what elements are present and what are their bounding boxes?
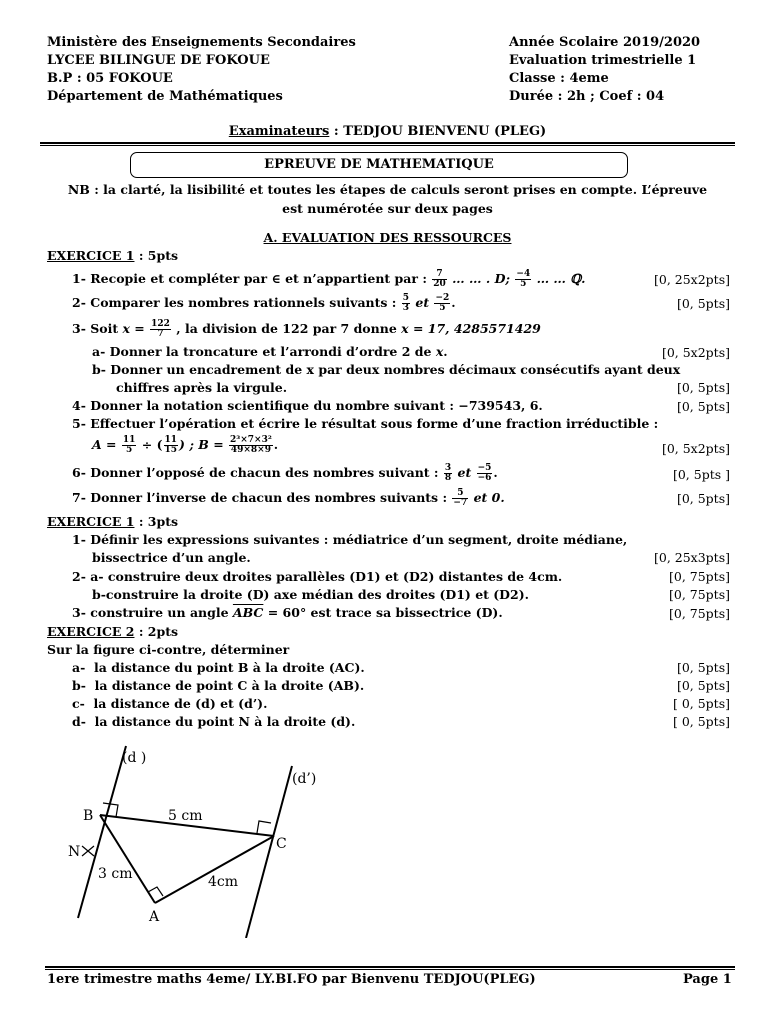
frac-num: 5 xyxy=(452,489,468,499)
var-x: x xyxy=(435,344,444,359)
var-x: x xyxy=(122,321,130,336)
ex1-q6 xyxy=(72,464,498,483)
ex2-item-c-points: [ 0, 5pts] xyxy=(672,696,730,711)
geometry-figure xyxy=(60,738,350,938)
top-rule-thin xyxy=(40,145,735,146)
ex1b-q1 xyxy=(72,532,627,547)
q-end: . xyxy=(451,295,456,310)
q-end: . xyxy=(493,465,498,480)
frac-den: 20 xyxy=(433,279,446,289)
ex2-item-d-points: [ 0, 5pts] xyxy=(672,714,730,729)
q-num: c- xyxy=(72,696,85,711)
frac-den: 15 xyxy=(164,445,178,455)
line-d-prime xyxy=(246,766,292,938)
department: Département de Mathématiques xyxy=(47,89,283,104)
q-text: Effectuer l’opération et écrire le résultat sous forme d’une fraction irréductible : xyxy=(90,416,659,431)
q-end: . xyxy=(443,344,448,359)
frac-num: 7 xyxy=(432,270,447,280)
ex1-q3b-line2: chiffres après la virgule. xyxy=(116,380,288,395)
label-d: (d ) xyxy=(122,750,147,766)
q-num: 2- xyxy=(72,295,86,310)
evaluation: Evaluation trimestrielle 1 xyxy=(509,53,697,68)
label-c: C xyxy=(276,836,287,852)
label-b: B xyxy=(83,808,94,824)
ex2-item-b-points: [0, 5pts] xyxy=(676,678,730,693)
ex1b-q2a-points: [0, 75pts] xyxy=(669,569,730,584)
ex1-q6-points: [0, 5pts ] xyxy=(672,467,730,482)
ex1b-q2b-points: [0, 75pts] xyxy=(669,587,730,602)
angle-abc: $\overline{ABC}$ xyxy=(232,605,264,620)
frac-num: 122 xyxy=(151,319,170,329)
q-value: = 17, 4285571429 xyxy=(408,321,541,336)
q-num: a- xyxy=(92,344,106,359)
segment-ac xyxy=(155,836,274,903)
frac-den: 5 xyxy=(520,279,527,289)
q-mid: … … . D; xyxy=(447,271,515,286)
q-num: d- xyxy=(72,714,86,729)
ex1-q1-points: [0, 25x2pts] xyxy=(653,272,730,287)
ex1-q7 xyxy=(72,489,505,508)
ex2-item-c xyxy=(72,696,267,711)
q-mid: … … ℚ. xyxy=(532,271,586,286)
ex1-q1 xyxy=(72,270,586,289)
q-text: Donner la notation scientifique du nombre suivant : −739543, 6. xyxy=(90,398,543,413)
frac-den: 5 xyxy=(439,303,446,313)
q-num: 3- xyxy=(72,605,86,620)
length-ac: 4cm xyxy=(208,874,239,890)
right-angle-c xyxy=(257,821,271,833)
ex1-q3a-points: [0, 5x2pts] xyxy=(661,345,730,360)
exam-title: EPREUVE DE MATHEMATIQUE xyxy=(130,152,628,178)
ex2-heading xyxy=(47,624,178,639)
ex1-q3b-points: [0, 5pts] xyxy=(676,380,730,395)
q-eq: = xyxy=(129,321,150,336)
q-text: Donner l’inverse de chacun des nombres suivants : xyxy=(90,490,452,505)
q-text: construire un angle xyxy=(90,605,233,620)
q-num: 5- xyxy=(72,416,86,431)
ex2-heading-label: EXERCICE 2 xyxy=(47,624,135,639)
expr-a: A = xyxy=(92,437,121,452)
frac-num: 2³×7×3² xyxy=(230,435,272,445)
ex1b-q1-line2: bissectrice d’un angle. xyxy=(92,550,251,565)
school-name: LYCEE BILINGUE DE FOKOUE xyxy=(47,53,270,68)
q-num: b- xyxy=(92,362,106,377)
expr-b: ) ; B = xyxy=(179,437,229,452)
duration: Durée : 2h ; Coef : 04 xyxy=(509,89,665,104)
ex2-points: : 2pts xyxy=(134,624,179,639)
q-text: = 60° est trace sa bissectrice (D). xyxy=(263,605,503,620)
postal-box: B.P : 05 FOKOUE xyxy=(47,71,173,86)
ex1-q5-points: [0, 5x2pts] xyxy=(661,441,730,456)
q-num: 7- xyxy=(72,490,86,505)
q-text: la distance du point N à la droite (d). xyxy=(94,714,356,729)
frac-num: −2 xyxy=(435,293,450,303)
q-end: . xyxy=(273,437,279,452)
label-n: N xyxy=(68,844,81,860)
q-end: et 0. xyxy=(469,490,505,505)
ex1-heading-label: EXERCICE 1 xyxy=(47,248,135,263)
nb-line-1: NB : la clarté, la lisibilité et toutes les étapes de calculs seront prises en compte. L’épreuve xyxy=(67,182,708,197)
q-num: 3- xyxy=(72,321,86,336)
ex1-q4-points: [0, 5pts] xyxy=(676,399,730,414)
var-x: x xyxy=(401,321,409,336)
class: Classe : 4eme xyxy=(509,71,609,86)
ex1-points: : 5pts xyxy=(134,248,179,263)
ex2-intro: Sur la figure ci-contre, déterminer xyxy=(47,642,290,657)
q-text: Soit xyxy=(90,321,123,336)
frac-den: 3 xyxy=(402,303,410,313)
examiners-label: Examinateurs xyxy=(228,124,330,139)
ex1b-q2a xyxy=(72,569,562,584)
q-mid: et xyxy=(411,295,434,310)
frac-num: −4 xyxy=(516,269,531,279)
ex1b-q3-points: [0, 75pts] xyxy=(669,606,730,621)
frac-num: 3 xyxy=(444,463,452,473)
q-text: la distance du point B à la droite (AC). xyxy=(94,660,365,675)
ex1-heading xyxy=(47,248,178,263)
examiners-value: TEDJOU BIENVENU (PLEG) xyxy=(343,124,547,139)
examiners xyxy=(40,124,735,139)
ex1-q4 xyxy=(72,398,543,413)
school-year: Année Scolaire 2019/2020 xyxy=(509,35,701,50)
q-num: 1- xyxy=(72,271,86,286)
q-mid: et xyxy=(453,465,476,480)
q-text: a- construire deux droites parallèles (D1) et (D2) distantes de 4cm. xyxy=(90,569,563,584)
ex1-q3 xyxy=(72,320,541,339)
ex1-q5-expr xyxy=(92,436,278,455)
q-text: Définir les expressions suivantes : médiatrice d’un segment, droite médiane, xyxy=(90,532,628,547)
ex2-item-d xyxy=(72,714,355,729)
expr-op: ÷ ( xyxy=(137,437,163,452)
q-num: 4- xyxy=(72,398,86,413)
ex1b-q2b: b-construire la droite (D) axe médian des droites (D1) et (D2). xyxy=(92,587,529,602)
top-rule xyxy=(40,142,735,144)
ex1-q5 xyxy=(72,416,658,431)
ministry: Ministère des Enseignements Secondaires xyxy=(47,35,356,50)
ex1b-heading xyxy=(47,514,178,529)
frac-den: 7 xyxy=(157,329,164,339)
frac-den: 5 xyxy=(126,445,133,455)
frac-num: 5 xyxy=(402,293,410,303)
q-text: Donner la troncature et l’arrondi d’ordre 2 de xyxy=(109,344,436,359)
ex2-item-a-points: [0, 5pts] xyxy=(676,660,730,675)
footer-rule xyxy=(45,966,735,968)
ex1b-heading-label: EXERCICE 1 xyxy=(47,514,135,529)
frac-den: −7 xyxy=(453,498,468,508)
q-num: 6- xyxy=(72,465,86,480)
ex1-q3a xyxy=(92,344,448,359)
q-num: b- xyxy=(72,678,86,693)
footer-text: 1ere trimestre maths 4eme/ LY.BI.FO par Bienvenu TEDJOU(PLEG) xyxy=(47,972,536,987)
section-a-title: A. EVALUATION DES RESSOURCES xyxy=(263,230,512,245)
section-a xyxy=(40,230,735,245)
ex1-q7-points: [0, 5pts] xyxy=(676,491,730,506)
frac-num: 11 xyxy=(122,435,136,445)
segment-ab xyxy=(100,815,155,903)
frac-den: 8 xyxy=(444,473,452,483)
ex1b-q3 xyxy=(72,605,503,620)
q-text: Donner l’opposé de chacun des nombres suivant : xyxy=(90,465,443,480)
q-text: Donner un encadrement de x par deux nombres décimaux consécutifs ayant deux xyxy=(110,362,681,377)
line-d xyxy=(78,746,126,918)
frac-den: −6 xyxy=(477,473,492,483)
q-text: , la division de 122 par 7 donne xyxy=(171,321,402,336)
ex1b-q1-points: [0, 25x3pts] xyxy=(653,550,730,565)
label-a: A xyxy=(149,909,160,925)
ex1-q3b xyxy=(92,362,680,377)
ex1-q2 xyxy=(72,294,456,313)
frac-num: −5 xyxy=(477,463,492,473)
q-num: 2- xyxy=(72,569,86,584)
q-num: a- xyxy=(72,660,86,675)
page-number: Page 1 xyxy=(683,972,732,987)
ex1b-points: : 3pts xyxy=(134,514,179,529)
ex2-item-a xyxy=(72,660,365,675)
ex2-item-b xyxy=(72,678,364,693)
length-bc: 5 cm xyxy=(168,808,203,824)
footer-rule-thin xyxy=(45,969,735,970)
q-text: Comparer les nombres rationnels suivants : xyxy=(90,295,401,310)
ex1-q2-points: [0, 5pts] xyxy=(676,296,730,311)
frac-den: 49×8×9 xyxy=(230,445,271,455)
frac-num: 11 xyxy=(164,435,178,445)
length-ab: 3 cm xyxy=(98,866,133,882)
q-num: 1- xyxy=(72,532,86,547)
q-text: la distance de (d) et (d’). xyxy=(93,696,268,711)
label-d-prime: (d’) xyxy=(292,771,317,787)
nb-line-2: est numérotée sur deux pages xyxy=(282,201,493,216)
q-text: Recopie et compléter par ∈ et n’appartient par : xyxy=(90,271,432,286)
examiners-sep: : xyxy=(329,124,344,139)
q-text: la distance de point C à la droite (AB). xyxy=(94,678,365,693)
